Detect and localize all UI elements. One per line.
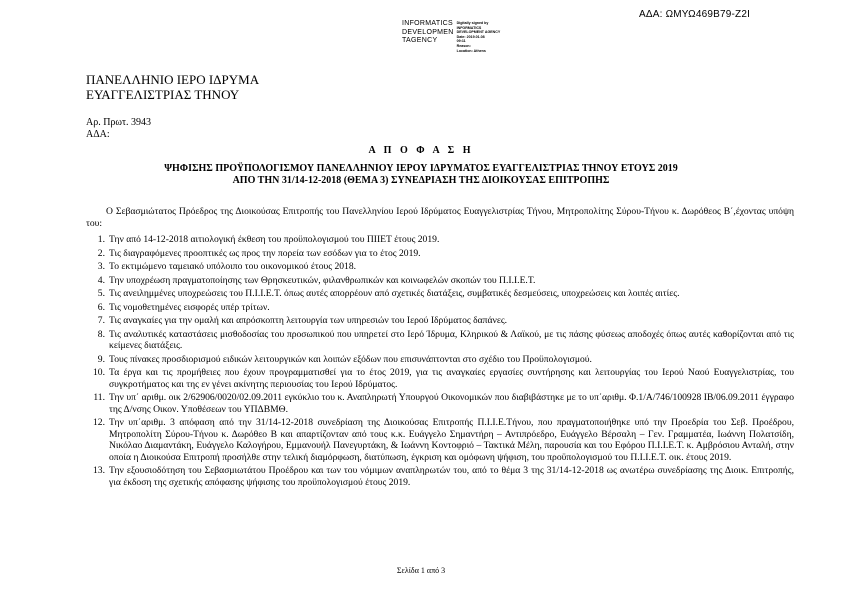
stamp-detail-line: INFORMATICS xyxy=(456,25,482,30)
list-item-number: 4. xyxy=(97,274,105,286)
list-item-number: 13. xyxy=(93,465,105,476)
protocol-number: Αρ. Πρωτ. 3943 xyxy=(86,117,152,128)
list-item xyxy=(86,465,794,488)
list-item xyxy=(86,261,794,273)
stamp-agency-name xyxy=(402,20,454,53)
document-subject xyxy=(0,163,842,187)
protocol-ada: ΑΔΑ: xyxy=(86,129,110,140)
page-number: Σελίδα 1 από 3 xyxy=(396,566,446,575)
subject-line: ΑΠΟ ΤΗΝ 31/14-12-2018 (ΘΕΜΑ 3) ΣΥΝΕΔΡΙΑΣΗ ΤΗΣ ΔΙΟΙΚΟΥΣΑΣ ΕΠΙΤΡΟΠΗΣ xyxy=(232,175,610,186)
list-item-number: 9. xyxy=(97,353,105,365)
organization-line: ΕΥΑΓΓΕΛΙΣΤΡΙΑΣ ΤΗΝΟΥ xyxy=(86,87,240,102)
list-item-text: Την υπ΄ αριθμ. οικ 2/62906/0020/02.09.2011 εγκύκλιο του κ. Αναπληρωτή Υπουργού Οικονομικών που διαβιβάστηκε με το υπ΄αριθμ. Φ.1/Α/746/100928 ΙΒ/06.09.2011 έγγραφο της Δ/νσης Οικον. Υποθέσεων του ΥΠΔΒΜΘ. xyxy=(109,392,794,415)
list-item-number: 8. xyxy=(97,328,105,340)
digital-signature-stamp xyxy=(402,20,500,53)
list-item-text: Τις ανειλημμένες υποχρεώσεις του Π.Ι.Ι.Ε.Τ. όπως αυτές απορρέουν από σχετικές διατάξεις, συμβατικές δεσμεύσεις, υποχρεώσεις και λοιπές αιτίες. xyxy=(109,288,680,299)
list-item-number: 5. xyxy=(97,288,105,299)
list-item-text: Την υποχρέωση πραγματοποίησης των Θρησκευτικών, φιλανθρωπικών και κοινωφελών σκοπών του Π.Ι.Ι.Ε.Τ. xyxy=(109,274,536,286)
protocol-info xyxy=(86,117,151,141)
document-title: Α Π Ο Φ Α Σ Η xyxy=(368,145,474,156)
stamp-detail-line: 09:11 xyxy=(456,39,466,44)
list-item xyxy=(86,367,794,390)
list-item-text: Την εξουσιοδότηση του Σεβασμιωτάτου Προέδρου και των του νόμιμων αναπληρωτών του, από το θέμα 3 της 31/14-12-2018 ως ανωτέρω συνεδρίασης της Διοικ. Επιτροπής, για έκδοση της σχετικής απόφασης ψήφισης του προϋπολογισμού έτους 2019. xyxy=(109,465,794,488)
ada-header: ΑΔΑ: ΩΜΥΩ469Β79-Ζ2Ι xyxy=(639,9,751,20)
list-item-number: 7. xyxy=(97,315,105,326)
list-item-text: Τις νομοθετημένες εισφορές υπέρ τρίτων. xyxy=(109,301,270,313)
list-item-text: Την υπ΄αριθμ. 3 απόφαση από την 31/14-12-2018 συνεδρίαση της Διοικούσας Επιτροπής Π.Ι.Ι.Ε.Τήνου, που πραγματοποιήθηκε υπό την Προεδρία του Σεβ. Προέδρου, Μητροπολίτη Σύρου-Τήνου κ. Δωρόθεο Β και απαρτίζονταν από τους κ.κ. Ευάγγελο Σημαντήρη – Αντιπρόεδρο, Ευάγγελο Βέρσαλη – Γεν. Γραμματέα, Ιωάννη Πολατσίδη, Νικόλαο Διαμαντάκη, Ευάγγελο Καλογήρου, Εμμανουήλ Πανεγυρτάκη, & Ιωάννη Κοντοφριό – Τακτικά Μέλη, παρουσία και του Εφόρου Π.Ι.Ι.Ε.Τ. κ. Αμβρόσιου Ανταλή, στην οποία η Διοικούσα Επιτροπή προσήλθε στην τελική διαμόρφωση, διατύπωση, έγκριση και ομόφωνη ψήφιση, του προϋπολογισμού του Π.Ι.Ι.Ε.Τ. οικ. έτους 2019. xyxy=(109,417,794,463)
stamp-detail-line: Reason: xyxy=(456,43,471,48)
list-item xyxy=(86,248,794,260)
stamp-detail-line: Location: Athens xyxy=(456,48,486,53)
organization-line: ΠΑΝΕΛΛΗΝΙΟ ΙΕΡΟ ΙΔΡΥΜΑ xyxy=(86,72,260,87)
list-item xyxy=(86,302,794,314)
list-item xyxy=(86,288,794,300)
list-item xyxy=(86,275,794,287)
list-item-number: 11. xyxy=(93,392,105,403)
list-item-number: 2. xyxy=(97,247,105,259)
stamp-detail-line: Date: 2019.01.08 xyxy=(456,34,485,39)
list-item xyxy=(86,354,794,366)
stamp-detail-line: DEVELOPMENT AGENCY xyxy=(456,30,501,35)
list-item-text: Τις διαγραφόμενες προοπτικές ως προς την πορεία των εσόδων για το έτος 2019. xyxy=(109,247,421,259)
stamp-line: DEVELOPMEN xyxy=(402,28,454,36)
stamp-line: TAGENCY xyxy=(402,37,438,44)
stamp-signature-details xyxy=(457,21,501,53)
list-item xyxy=(86,417,794,463)
list-item xyxy=(86,234,794,246)
list-item xyxy=(86,315,794,327)
stamp-line: INFORMATICS xyxy=(402,20,454,27)
intro-paragraph: Ο Σεβασμιώτατος Πρόεδρος της Διοικούσας Επιτροπής του Πανελληνίου Ιερού Ιδρύματος Ευαγγελιστρίας Τήνου, Μητροπολίτης Σύρου-Τήνου κ. Δωρόθεος Β΄,έχοντας υπόψη του: xyxy=(86,206,794,229)
list-item-text: Τις αναγκαίες για την ομαλή και απρόσκοπτη λειτουργία των υπηρεσιών του Ιερού Ιδρύματος δαπάνες. xyxy=(109,315,508,326)
list-item-text: Τους πίνακες προσδιορισμού ειδικών λειτουργικών και λοιπών εξόδων που επισυνάπτονται στο σχέδιο του Προϋπολογισμού. xyxy=(109,353,592,365)
list-item-text: Τις αναλυτικές καταστάσεις μισθοδοσίας του προσωπικού που υπηρετεί στο Ιερό Ίδρυμα, Κληρικού & Λαϊκού, με τις πάσης φύσεως αποδοχές όπως αυτές καθορίζονται από τις κείμενες διατάξεις. xyxy=(109,328,794,351)
list-item-number: 6. xyxy=(97,301,105,313)
list-item-number: 12. xyxy=(93,417,105,428)
list-item xyxy=(86,392,794,415)
list-item xyxy=(86,329,794,352)
list-item-text: Τα έργα και τις προμήθειες που έχουν προγραμματισθεί για το έτος 2019, για τις αναγκαίες εργασίες συντήρησης και λειτουργίας του Ιερού Ναού Ευαγγελιστρίας, του συγκροτήματος και της εν γένει ακίνητης περιουσίας του Ιερού Ιδρύματος. xyxy=(109,367,794,390)
subject-line: ΨΗΦΙΣΗΣ ΠΡΟΫΠΟΛΟΓΙΣΜΟΥ ΠΑΝΕΛΛΗΝΙΟΥ ΙΕΡΟΥ ΙΔΡΥΜΑΤΟΣ ΕΥΑΓΓΕΛΙΣΤΡΙΑΣ ΤΗΝΟΥ ΕΤΟΥΣ 2019 xyxy=(164,163,678,174)
organization-name xyxy=(86,72,259,102)
list-item-number: 1. xyxy=(97,234,105,245)
stamp-detail-line: Digitally signed by xyxy=(456,21,489,25)
list-item-text: Το εκτιμώμενο ταμειακό υπόλοιπο του οικονομικού έτους 2018. xyxy=(109,261,357,272)
list-item-number: 10. xyxy=(93,367,105,378)
list-item-text: Την από 14-12-2018 αιτιολογική έκθεση του προϋπολογισμού του ΠΙΙΕΤ έτους 2019. xyxy=(109,234,440,245)
list-item-number: 3. xyxy=(97,261,105,272)
considerations-list xyxy=(86,234,794,490)
